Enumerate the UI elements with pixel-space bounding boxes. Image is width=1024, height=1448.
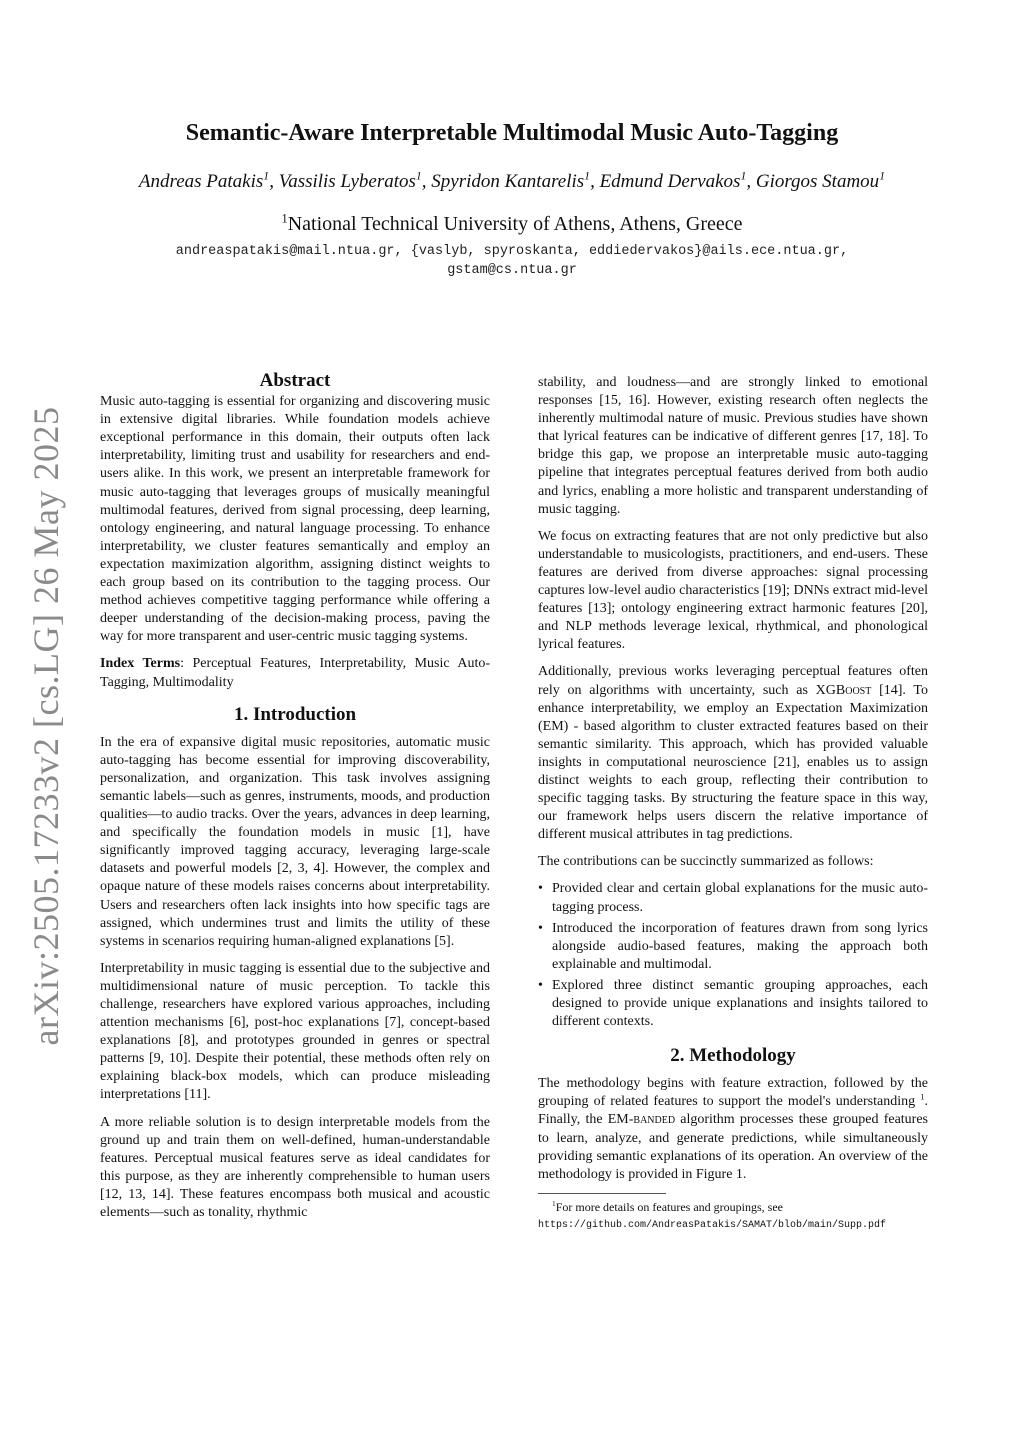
index-terms-list: : Perceptual Features, Interpretability, Music Auto-Tagging, Multimodality (100, 656, 490, 690)
author: Andreas Patakis (138, 171, 264, 192)
footnote-url-link[interactable]: https://github.com/AndreasPatakis/SAMAT/blob/main/Supp.pdf (538, 1219, 887, 1231)
index-terms (100, 655, 490, 691)
author-affiliation-mark: 1 (879, 169, 886, 183)
intro-paragraph: Additionally, previous works leveraging perceptual features often rely on algorithms with uncertainty, such as XGBoost [14]. To enhance interpretability, we employ an Expectation Maximization (EM) - based algorithm to cluster extracted features based on their semantic similarity. This approach, which has provided valuable insights in computational neuroscience [21], enables us to assign distinct weights to each group, reflecting their contribution to specific tagging tasks. By structuring the feature space in this way, our framework helps users discern the relative importance of different musical attributes in tag predictions. (538, 664, 928, 843)
author: Giorgos Stamou (755, 171, 880, 192)
author: Spyridon Kantarelis (431, 171, 585, 192)
author: Vassilis Lyberatos (278, 171, 416, 192)
email-line: andreaspatakis@mail.ntua.gr, {vaslyb, spyroskanta, eddiedervakos}@ails.ece.ntua.gr, (175, 244, 849, 259)
left-column (100, 372, 490, 1231)
xgboost-term: XGBoost (815, 682, 872, 698)
intro-paragraph: In the era of expansive digital music repositories, automatic music auto-tagging has become essential for improving discoverability, personalization, and organization. This task involves assigning semantic labels—such as genres, instruments, moods, and production qualities—to audio tracks. Over the years, advances in deep learning, and specifically the foundation models in music [1], have significantly improved tagging accuracy, leveraging large-scale datasets and powerful models [2, 3, 4]. However, the complex and opaque nature of these models raises concerns about interpretability. Users and researchers often lack insights into how specific tags are assigned, which undermines trust and limits the utility of these systems in scenarios requiring human-aligned explanations [5]. (100, 734, 490, 949)
list-item: • Introduced the incorporation of features drawn from song lyrics alongside audio-based features, making the approach both explainable and multimodal. (552, 920, 928, 974)
abstract-heading: Abstract (259, 370, 331, 391)
introduction-heading: 1. Introduction (233, 703, 357, 725)
contributions-list (538, 880, 928, 1031)
intro-paragraph: A more reliable solution is to design interpretable models from the ground up and train them on well-defined, human-understandable features. Perceptual musical features serve as ideal candidates for this purpose, as they are inherently comprehensible to human users [12, 13, 14]. These features encompass both musical and acoustic elements—such as tonality, rhythmic (100, 1114, 490, 1221)
footnote-reference[interactable]: 1 (920, 1091, 925, 1102)
right-column (538, 374, 928, 1233)
intro-paragraph: The contributions can be succinctly summarized as follows: (538, 854, 874, 870)
methodology-paragraph: The methodology begins with feature extraction, followed by the grouping of related features to support the model's understanding $^1$. Finally, the EM-banded algorithm processes these grouped features to learn, analyze, and generate predictions, while simultaneously providing semantic explanations of its operation. An overview of the methodology is provided in Figure 1. (538, 1076, 928, 1182)
footnote (538, 1200, 928, 1233)
list-item: • Provided clear and certain global explanations for the music auto-tagging process. (552, 880, 928, 916)
affiliation-text: National Technical University of Athens, Athens, Greece (287, 213, 743, 235)
intro-paragraph: We focus on extracting features that are not only predictive but also understandable to musicologists, practitioners, and end-users. These features are derived from diverse approaches: signal processing captures low-level audio characteristics [19]; DNNs extract mid-level features [13]; ontology engineering extract harmonic features [20], and NLP methods leverage lexical, rhythmical, and phonological lyrical features. (538, 528, 928, 653)
affiliation (0, 213, 1024, 236)
author-affiliation-mark: 1 (740, 169, 747, 183)
footnote-mark: 1 (552, 1198, 556, 1208)
affiliation-mark: 1 (281, 211, 288, 226)
author: Edmund Dervakos (599, 171, 741, 192)
intro-paragraph-continued: stability, and loudness—and are strongly linked to emotional responses [15, 16]. However, existing research often neglects the inherently multimodal nature of music. Previous studies have shown that lyrical features can be indicative of different genres [17, 18]. To bridge this gap, we propose an interpretable music auto-tagging pipeline that integrates perceptual features derived from both audio and lyrics, enabling a more holistic and transparent understanding of music tagging. (538, 375, 928, 517)
paper-title: Semantic-Aware Interpretable Multimodal Music Auto-Tagging (185, 120, 839, 146)
index-terms-label: Index Terms (100, 656, 181, 672)
arxiv-identifier-stamp: arXiv:2505.17233v2 [cs.LG] 26 May 2025 (26, 406, 66, 1046)
intro-paragraph: Interpretability in music tagging is essential due to the subjective and multidimensional nature of music perception. To tackle this challenge, researchers have explored various approaches, including attention mechanisms [6], post-hoc explanations [7], concept-based explanations [8], and prototypes grounded in genres or spectral patterns [9, 10]. Despite their potential, these methods often rely on explaining black-box models, which can produce misleading interpretations [11]. (100, 960, 490, 1103)
footnote-divider (538, 1193, 666, 1194)
author-affiliation-mark: 1 (263, 169, 270, 183)
footnote-text: For more details on features and groupings, see (555, 1199, 783, 1214)
author-emails (0, 242, 1024, 280)
list-item: • Explored three distinct semantic grouping approaches, each designed to provide unique explanations and insights tailored to different contexts. (552, 977, 928, 1031)
methodology-heading: 2. Methodology (670, 1045, 796, 1067)
author-affiliation-mark: 1 (584, 169, 591, 183)
em-banded-term: EM-banded (607, 1112, 676, 1128)
email-line: gstam@cs.ntua.gr (447, 263, 577, 278)
author-list: Andreas Patakis$^1$, Vassilis Lyberatos$^1$, Spyridon Kantarelis$^1$, Edmund Dervakos$^1$, Giorgos Stamou$^1$ (138, 169, 886, 192)
author-affiliation-mark: 1 (415, 169, 422, 183)
abstract-text: Music auto-tagging is essential for organizing and discovering music in extensive digital libraries. While foundation models achieve exceptional performance in this domain, their outputs often lack interpretability, limiting trust and usability for researchers and end-users alike. In this work, we present an interpretable framework for music auto-tagging that leverages groups of musically meaningful multimodal features, derived from signal processing, deep learning, ontology engineering, and natural language processing. To enhance interpretability, we cluster features semantically and employ an expectation maximization algorithm, assigning distinct weights to each group based on its contribution to the tagging process. Our method achieves competitive tagging performance while offering a deeper understanding of the decision-making process, paving the way for more transparent and user-centric music tagging systems. (100, 394, 490, 645)
